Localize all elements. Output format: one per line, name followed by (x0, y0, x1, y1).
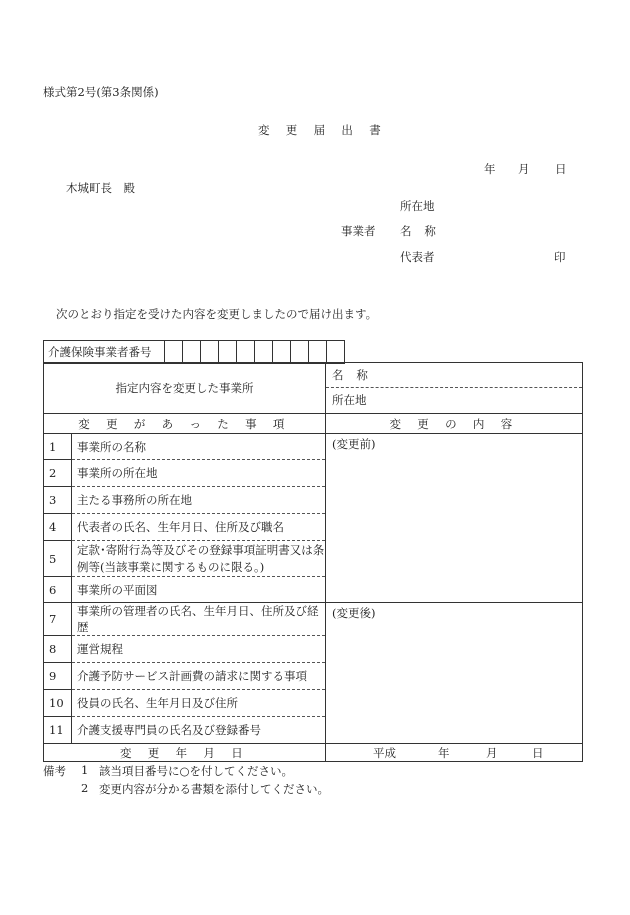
applicant-rep-label: 代表者 (400, 250, 435, 264)
col-items-header: 変 更 が あ っ た 事 項 (44, 414, 326, 434)
note-1: 該当項目番号に○を付してください。 (99, 764, 294, 778)
insurance-digit[interactable] (255, 341, 273, 364)
insurance-digit[interactable] (273, 341, 291, 364)
item-text: 介護支援専門員の氏名及び登録番号 (72, 717, 326, 744)
applicant-location-label: 所在地 (400, 199, 435, 213)
item-no: 8 (44, 636, 72, 663)
item-text: 事業所の所在地 (72, 460, 326, 487)
before-label: (変更前) (332, 437, 376, 451)
office-address-label: 所在地 (326, 387, 583, 413)
item-text: 代表者の氏名、生年月日、住所及び職名 (72, 514, 326, 541)
day-label: 日 (532, 746, 544, 761)
applicant-name-label: 名 称 (400, 224, 441, 238)
item-text: 事業所の平面図 (72, 577, 326, 603)
col-content-header: 変 更 の 内 容 (326, 414, 583, 434)
note-1-number: 1 (81, 763, 89, 777)
insurance-number-label: 介護保険事業者番号 (44, 341, 165, 364)
item-no: 5 (44, 541, 72, 577)
change-date-label: 変 更 年 月 日 (44, 744, 326, 762)
addressee: 木城町長 殿 (66, 181, 135, 195)
item-text: 運営規程 (72, 636, 326, 663)
change-date-value[interactable] (326, 744, 583, 762)
office-name-label: 名 称 (326, 363, 583, 388)
date-month-label: 月 (518, 162, 530, 176)
item-no: 10 (44, 690, 72, 717)
date-day-label: 日 (555, 162, 567, 176)
item-no: 3 (44, 487, 72, 514)
before-content[interactable] (326, 434, 583, 603)
insurance-digit[interactable] (183, 341, 201, 364)
insurance-digit[interactable] (165, 341, 183, 364)
insurance-digit[interactable] (219, 341, 237, 364)
insurance-digit[interactable] (327, 341, 345, 364)
notes-label: 備考 (43, 764, 66, 778)
note-2: 変更内容が分かる書類を添付してください。 (99, 782, 329, 796)
insurance-number-table (43, 340, 345, 364)
item-no: 6 (44, 577, 72, 603)
item-text: 役員の氏名、生年月日及び住所 (72, 690, 326, 717)
change-table (43, 362, 583, 762)
item-no: 2 (44, 460, 72, 487)
item-text: 事業所の名称 (72, 434, 326, 460)
after-content[interactable] (326, 603, 583, 744)
insurance-digit[interactable] (201, 341, 219, 364)
era-label: 平成 (373, 746, 396, 761)
after-label: (変更後) (332, 606, 376, 620)
item-text: 主たる事務所の所在地 (72, 487, 326, 514)
form-number: 様式第2号(第3条関係) (43, 85, 159, 99)
intro-text: 次のとおり指定を受けた内容を変更しましたので届け出ます。 (56, 307, 378, 321)
month-label: 月 (486, 746, 498, 761)
item-text: 事業所の管理者の氏名、生年月日、住所及び経歴 (72, 603, 326, 636)
page-title: 変 更 届 出 書 (258, 123, 388, 137)
applicant-business-label: 事業者 (341, 224, 376, 238)
seal-mark: 印 (554, 250, 566, 264)
insurance-digit[interactable] (309, 341, 327, 364)
office-label: 指定内容を変更した事業所 (44, 363, 326, 414)
item-no: 4 (44, 514, 72, 541)
item-no: 9 (44, 663, 72, 690)
item-text: 定款･寄附行為等及びその登録事項証明書又は条例等(当該事業に関するものに限る。) (72, 541, 326, 577)
year-label: 年 (438, 746, 450, 761)
item-no: 11 (44, 717, 72, 744)
item-no: 7 (44, 603, 72, 636)
insurance-digit[interactable] (237, 341, 255, 364)
insurance-digit[interactable] (291, 341, 309, 364)
item-text: 介護予防サービス計画費の請求に関する事項 (72, 663, 326, 690)
date-year-label: 年 (484, 162, 496, 176)
note-2-number: 2 (81, 781, 89, 795)
item-no: 1 (44, 434, 72, 460)
